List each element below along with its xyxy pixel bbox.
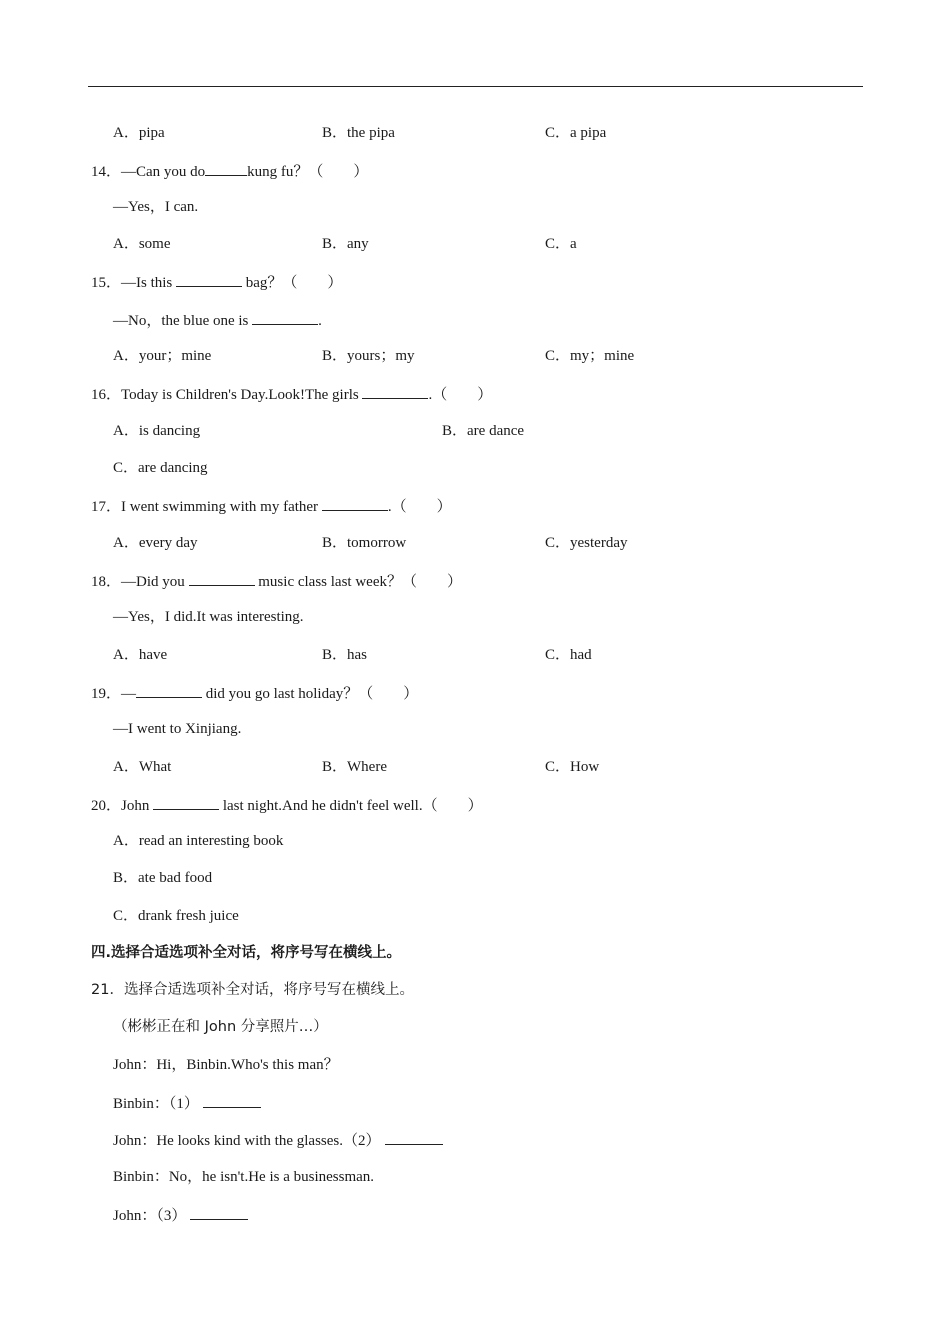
- q15-option-b: B．yours；my: [322, 348, 415, 364]
- q13-option-b: B．the pipa: [322, 125, 395, 141]
- q14-stem: [91, 160, 368, 182]
- q21-stem: 21．选择合适选项补全对话，将序号写在横线上。: [91, 982, 414, 998]
- q18-option-a: A．have: [113, 647, 168, 663]
- q18-option-c: C．had: [545, 647, 592, 663]
- q15-tail: bag？（ ）: [245, 275, 343, 291]
- q19-tail: did you go last holiday？（ ）: [205, 686, 419, 702]
- q19-answer-line: —I went to Xinjiang.: [113, 721, 242, 737]
- q17-blank[interactable]: [322, 495, 388, 511]
- q17-number: 17．I went swimming with my father: [91, 499, 319, 515]
- q21-context: （彬彬正在和 John 分享照片…）: [113, 1019, 328, 1035]
- q17-tail: .（ ）: [387, 499, 452, 515]
- q17-stem: [91, 495, 452, 517]
- q21-dialogue-line-5-text: John：（3）: [113, 1208, 187, 1224]
- q15-blank-2[interactable]: [252, 309, 318, 325]
- q15-number: 15．—Is this: [91, 275, 173, 291]
- q21-dialogue-line-2: [113, 1092, 261, 1114]
- q16-option-c: C．are dancing: [113, 460, 208, 476]
- q14-number: 14．—Can you do: [91, 164, 206, 180]
- q14-option-c: C．a: [545, 236, 577, 252]
- q15-second-line-text: —No，the blue one is: [113, 313, 249, 329]
- q21-dialogue-line-1: John：Hi，Binbin.Who's this man？: [113, 1057, 339, 1073]
- header-rule: [88, 86, 863, 87]
- q15-period: .: [318, 313, 322, 329]
- q19-option-c: C．How: [545, 759, 600, 775]
- q20-blank[interactable]: [153, 794, 219, 810]
- q14-tail: kung fu？（ ）: [247, 164, 369, 180]
- q15-stem: [91, 271, 342, 293]
- q20-stem: [91, 794, 483, 816]
- q21-dialogue-line-3: [113, 1129, 443, 1151]
- q16-stem: [91, 383, 492, 405]
- q14-option-a: A．some: [113, 236, 171, 252]
- q18-blank[interactable]: [189, 570, 255, 586]
- q17-option-c: C．yesterday: [545, 535, 628, 551]
- q15-second-line: [113, 309, 322, 331]
- q14-blank[interactable]: [205, 160, 247, 176]
- q21-blank-1[interactable]: [203, 1092, 261, 1108]
- q20-option-c: C．drank fresh juice: [113, 908, 239, 924]
- q16-option-a: A．is dancing: [113, 423, 201, 439]
- q16-blank[interactable]: [362, 383, 428, 399]
- q13-option-a: A．pipa: [113, 125, 165, 141]
- q21-dialogue-line-2-text: Binbin：（1）: [113, 1096, 199, 1112]
- q21-blank-2[interactable]: [385, 1129, 443, 1145]
- q21-dialogue-line-4: Binbin：No，he isn't.He is a businessman.: [113, 1169, 375, 1185]
- q18-option-b: B．has: [322, 647, 368, 663]
- q14-option-b: B．any: [322, 236, 369, 252]
- q15-blank-1[interactable]: [176, 271, 242, 287]
- q15-option-c: C．my；mine: [545, 348, 635, 364]
- q20-number: 20．John: [91, 798, 150, 814]
- q15-option-a: A．your；mine: [113, 348, 212, 364]
- q19-option-a: A．What: [113, 759, 172, 775]
- q20-option-b: B．ate bad food: [113, 870, 213, 886]
- q19-blank[interactable]: [136, 682, 202, 698]
- q20-tail: last night.And he didn't feel well.（ ）: [222, 798, 483, 814]
- q21-dialogue-line-5: [113, 1204, 248, 1226]
- q18-number: 18．—Did you: [91, 574, 185, 590]
- q19-stem: [91, 682, 418, 704]
- q18-answer-line: —Yes，I did.It was interesting.: [113, 609, 304, 625]
- q13-option-c: C．a pipa: [545, 125, 607, 141]
- q19-option-b: B．Where: [322, 759, 387, 775]
- q16-number: 16．Today is Children's Day.Look!The girls: [91, 387, 359, 403]
- q16-tail: .（ ）: [428, 387, 493, 403]
- q14-answer-line: —Yes，I can.: [113, 199, 199, 215]
- q18-tail: music class last week？（ ）: [258, 574, 462, 590]
- q17-option-b: B．tomorrow: [322, 535, 407, 551]
- q17-option-a: A．every day: [113, 535, 198, 551]
- q18-stem: [91, 570, 462, 592]
- section-4-heading: 四.选择合适选项补全对话，将序号写在横线上。: [91, 945, 402, 961]
- q21-dialogue-line-3-text: John：He looks kind with the glasses.（2）: [113, 1133, 381, 1149]
- q20-option-a: A．read an interesting book: [113, 833, 284, 849]
- q16-option-b: B．are dance: [442, 423, 525, 439]
- q21-blank-3[interactable]: [190, 1204, 248, 1220]
- q19-number: 19．—: [91, 686, 137, 702]
